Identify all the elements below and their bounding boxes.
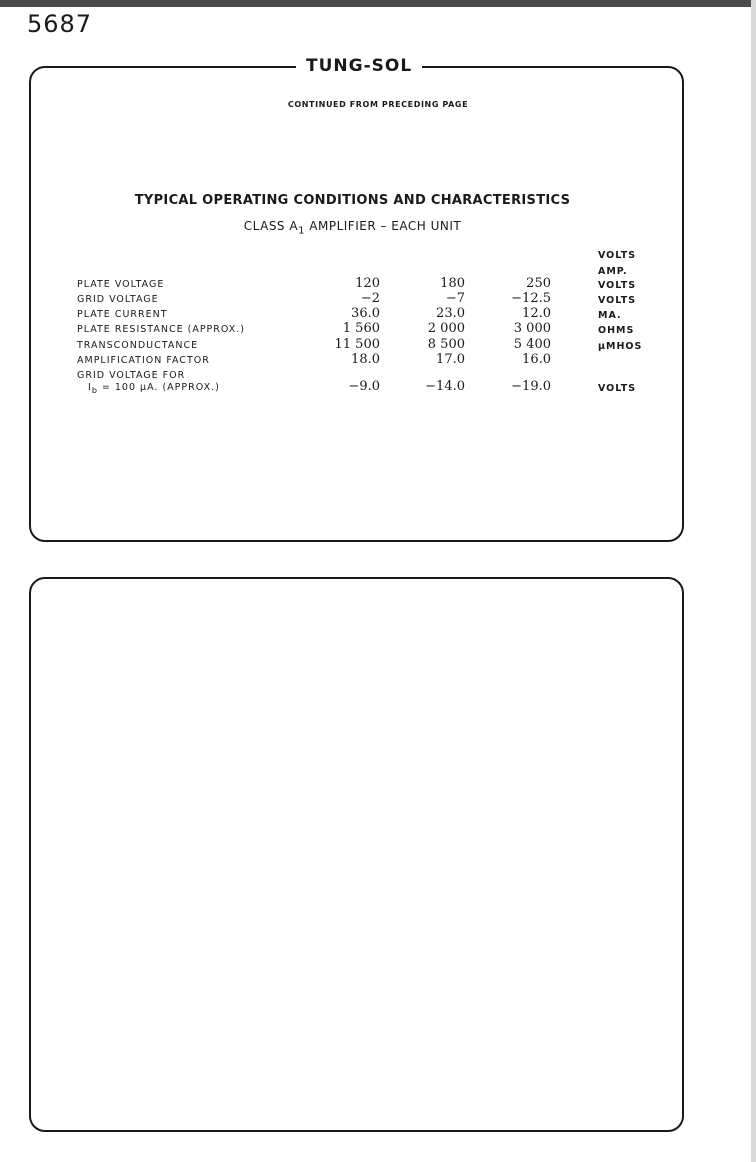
row-value: 17.0 xyxy=(436,352,465,367)
row-unit: VOLTS xyxy=(598,280,637,291)
row-value: −9.0 xyxy=(348,379,380,394)
row-value: 23.0 xyxy=(436,306,465,321)
row-label-plate-voltage: PLATE VOLTAGE xyxy=(77,279,165,290)
row-value: −7 xyxy=(445,291,465,306)
empty-panel xyxy=(29,577,684,1132)
brand-title: TUNG-SOL xyxy=(296,56,422,76)
section-heading: TYPICAL OPERATING CONDITIONS AND CHARACTERISTICS xyxy=(134,193,571,208)
row-value: 12.0 xyxy=(522,306,551,321)
row-value: −12.5 xyxy=(511,291,551,306)
window-top-bar xyxy=(0,0,756,7)
page-right-edge xyxy=(751,0,756,1162)
row-value: 18.0 xyxy=(351,352,380,367)
row-value: 16.0 xyxy=(522,352,551,367)
row-value: 8 500 xyxy=(427,337,465,352)
row-label-transconductance: TRANSCONDUCTANCE xyxy=(77,340,199,351)
tube-number: 5687 xyxy=(27,10,93,38)
row-unit: MA. xyxy=(598,310,622,321)
row-label-ib-condition: $I_b = 100$ μA. (APPROX.) xyxy=(88,382,220,395)
row-label-amplification-factor: AMPLIFICATION FACTOR xyxy=(77,355,210,366)
row-unit: VOLTS xyxy=(598,383,637,394)
row-unit: μMHOS xyxy=(598,341,643,352)
row-value: 11 500 xyxy=(334,337,380,352)
row-value: 5 400 xyxy=(513,337,551,352)
header-unit-amp: AMP. xyxy=(598,266,628,277)
row-value: 3 000 xyxy=(513,321,551,336)
row-unit: VOLTS xyxy=(598,295,637,306)
header-unit-volts: VOLTS xyxy=(598,250,637,261)
section-subheading: CLASS $A_1$ AMPLIFIER – EACH UNIT xyxy=(243,219,462,237)
row-value: 2 000 xyxy=(427,321,465,336)
continued-note: CONTINUED FROM PRECEDING PAGE xyxy=(287,100,469,109)
row-value: −2 xyxy=(360,291,380,306)
row-unit: OHMS xyxy=(598,325,635,336)
row-value: 1 560 xyxy=(342,321,380,336)
row-value: 180 xyxy=(440,276,465,291)
row-label-plate-resistance: PLATE RESISTANCE (APPROX.) xyxy=(77,324,245,335)
row-label-grid-voltage-for: GRID VOLTAGE FOR xyxy=(77,370,186,381)
row-value: −19.0 xyxy=(511,379,551,394)
row-label-grid-voltage: GRID VOLTAGE xyxy=(77,294,159,305)
row-value: 120 xyxy=(355,276,380,291)
row-value: 250 xyxy=(526,276,551,291)
row-label-plate-current: PLATE CURRENT xyxy=(77,309,168,320)
row-value: 36.0 xyxy=(351,306,380,321)
row-value: −14.0 xyxy=(425,379,465,394)
